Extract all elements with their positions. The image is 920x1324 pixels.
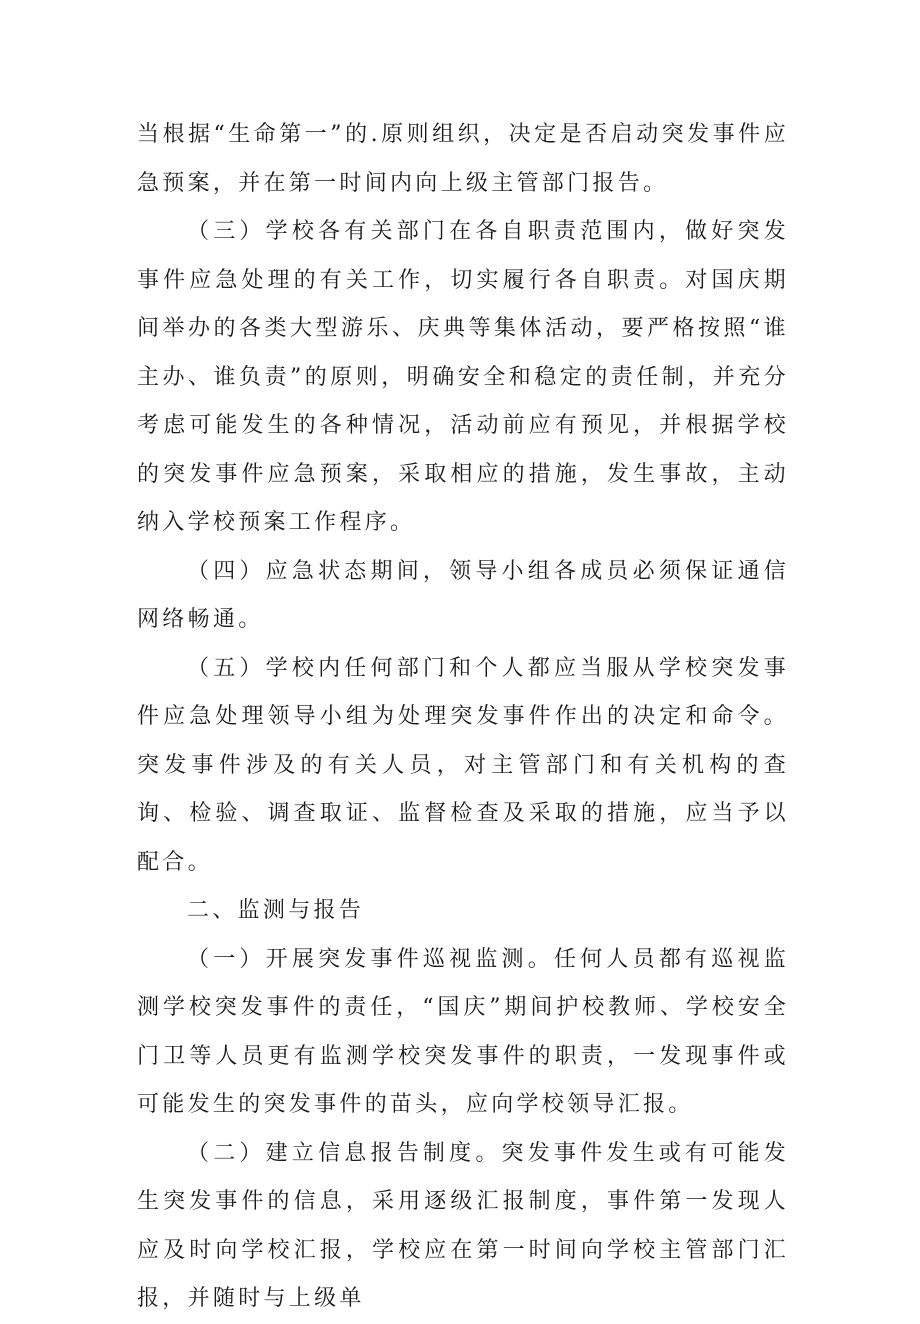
paragraph-subsection-one: （一）开展突发事件巡视监测。任何人员都有巡视监测学校突发事件的责任，“国庆”期间护校教师、学校安全门卫等人员更有监测学校突发事件的职责，一发现事件或可能发生的突发事件的苗头，应向学校领导汇报。 (137, 946, 789, 1117)
section-heading-monitoring: 二、监测与报告 (187, 898, 365, 923)
paragraph-continuation: 当根据“生命第一”的.原则组织，决定是否启动突发事件应急预案，并在第一时间内向上级主管部门报告。 (137, 122, 789, 196)
paragraph-section-four: （四）应急状态期间，领导小组各成员必须保证通信网络畅通。 (137, 558, 789, 632)
document-page (137, 111, 789, 1324)
paragraph-subsection-two: （二）建立信息报告制度。突发事件发生或有可能发生突发事件的信息，采用逐级汇报制度，事件第一发现人应及时向学校汇报，学校应在第一时间向学校主管部门汇报，并随时与上级单 (137, 1140, 789, 1311)
paragraph-section-five: （五）学校内任何部门和个人都应当服从学校突发事件应急处理领导小组为处理突发事件作出的决定和命令。突发事件涉及的有关人员，对主管部门和有关机构的查询、检验、调查取证、监督检查及采取的措施，应当予以配合。 (137, 655, 789, 875)
paragraph-section-three: （三）学校各有关部门在各自职责范围内，做好突发事件应急处理的有关工作，切实履行各自职责。对国庆期间举办的各类大型游乐、庆典等集体活动，要严格按照“谁主办、谁负责”的原则，明确安全和稳定的责任制，并充分考虑可能发生的各种情况，活动前应有预见，并根据学校的突发事件应急预案，采取相应的措施，发生事故，主动纳入学校预案工作程序。 (137, 219, 789, 535)
